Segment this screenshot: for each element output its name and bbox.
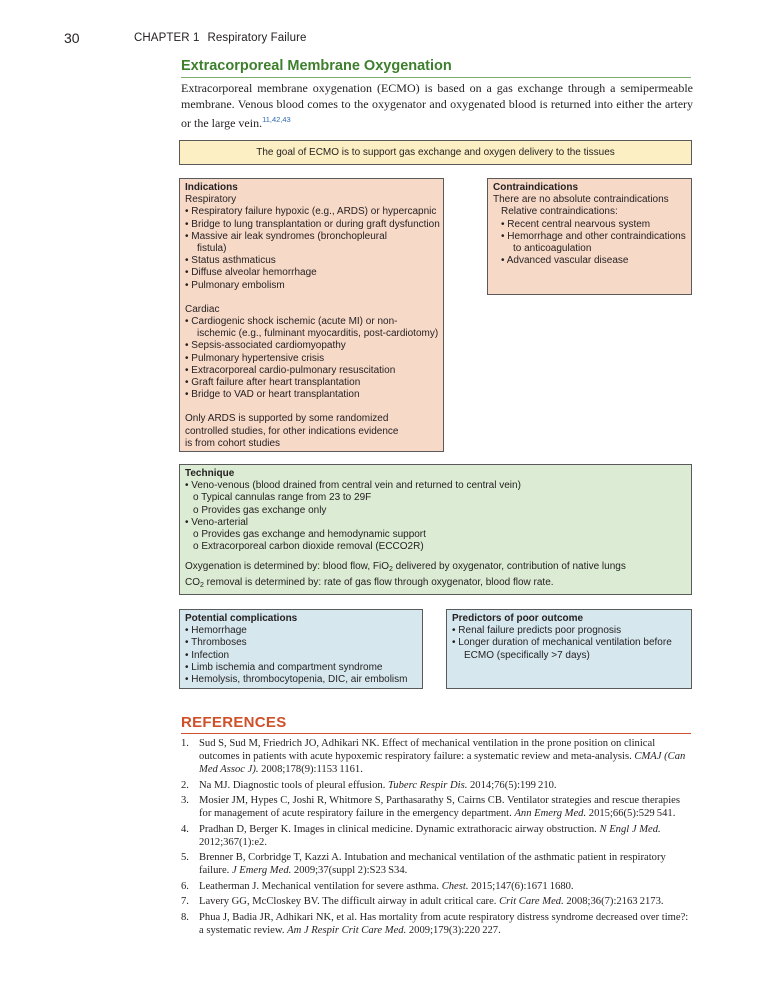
list-item: • Bridge to VAD or heart transplantation [185, 389, 360, 401]
list-item: • Advanced vascular disease [501, 255, 629, 267]
chapter-title: Respiratory Failure [207, 32, 307, 44]
complications-title: Potential complications [185, 613, 298, 624]
references-divider [181, 733, 691, 734]
list-item: • Massive air leak syndromes (bronchopleural [185, 230, 387, 242]
page-number: 30 [64, 30, 80, 46]
reference-item: 8. Phua J, Badia JR, Adhikari NK, et al. Has mortality from acute respiratory distress syndrome decreased over time?: a systematic review. Am J Respir Crit Care Med. 2009;179(3):220 227. [181, 911, 689, 936]
list-item: • Bridge to lung transplantation or during graft dysfunction [185, 218, 440, 230]
reference-item: 7. Lavery GG, McCloskey BV. The difficult airway in adult critical care. Crit Care Med. 2008;36(7):2163 2173. [181, 896, 664, 907]
sub-list-item: o Typical cannulas range from 23 to 29F [193, 492, 372, 504]
list-item: • Longer duration of mechanical ventilation before [452, 637, 672, 649]
reference-item: 1. Sud S, Sud M, Friedrich JO, Adhikari NK. Effect of mechanical ventilation in the prone position on clinical outcomes in patients with acute hypoxemic respiratory failure: a systematic review and meta-analysis. CMAJ (Can Med Assoc J). 2008;178(9):1153 1161. [181, 738, 686, 775]
references-title: REFERENCES [181, 714, 287, 731]
list-item: • Respiratory failure hypoxic (e.g., ARDS) or hypercapnic [185, 206, 437, 218]
list-item: • Pulmonary hypertensive crisis [185, 352, 325, 364]
list-item: • Thromboses [185, 637, 247, 649]
list-item-continuation: fistula) [197, 243, 227, 255]
intro-line: Extracorporeal membrane oxygenation (ECMO) is based on a gas exchange through a semipermeable [181, 81, 693, 95]
list-item: • Diffuse alveolar hemorrhage [185, 267, 317, 279]
list-item: • Graft failure after heart transplantation [185, 377, 361, 389]
evidence-note: is from cohort studies [185, 437, 281, 449]
goal-box: The goal of ECMO is to support gas exchange and oxygen delivery to the tissues [179, 140, 692, 165]
chapter-heading [134, 32, 307, 44]
list-item: • Sepsis-associated cardiomyopathy [185, 340, 346, 352]
list-item-continuation: ischemic (e.g., fulminant myocarditis, post-cardiotomy) [197, 328, 439, 340]
reference-item: 2. Na MJ. Diagnostic tools of pleural effusion. Tuberc Respir Dis. 2014;76(5):199 210. [181, 779, 557, 791]
co2-note: $CO_2$ removal is determined by: rate of gas flow through oxygenator, blood flow rate. [185, 576, 554, 589]
list-item-continuation: to anticoagulation [513, 243, 592, 255]
indications-box [179, 178, 444, 452]
predictors-title: Predictors of poor outcome [452, 613, 584, 624]
list-item: • Hemorrhage [185, 625, 247, 637]
list-item: • Hemolysis, thrombocytopenia, DIC, air embolism [185, 674, 408, 686]
complications-box [179, 609, 423, 689]
indications-title: Indications [185, 182, 238, 193]
intro-line: membrane. Venous blood comes to the oxygenator and oxygenated blood is returned into either the [181, 96, 662, 111]
respiratory-heading: Respiratory [185, 194, 237, 206]
list-item: • Pulmonary embolism [185, 279, 285, 291]
contraindications-box [487, 178, 692, 295]
citation-link[interactable]: 11,42,43 [262, 115, 291, 124]
list-item: • Limb ischemia and compartment syndrome [185, 661, 383, 673]
list-item: • Recent central nearvous system [501, 218, 651, 230]
running-header [0, 30, 774, 50]
reference-item: 6. Leatherman J. Mechanical ventilation for severe asthma. Chest. 2015;147(6):1671 1680. [181, 880, 574, 892]
relative-heading: Relative contraindications: [501, 206, 618, 218]
list-item: • Cardiogenic shock ischemic (acute MI) or non- [185, 316, 398, 328]
list-item: • Extracorporeal cardio-pulmonary resuscitation [185, 364, 396, 376]
list-item-continuation: ECMO (specifically >7 days) [464, 649, 590, 661]
list-item: • Veno-venous (blood drained from central vein and returned to central vein) [185, 480, 521, 492]
cardiac-heading: Cardiac [185, 303, 220, 315]
list-item: • Infection [185, 649, 230, 661]
technique-title: Technique [185, 468, 235, 479]
evidence-note: Only ARDS is supported by some randomized [185, 413, 389, 425]
list-item: • Hemorrhage and other contraindications [501, 230, 686, 242]
reference-item: 4. Pradhan D, Berger K. Images in clinical medicine. Dynamic extrathoracic airway obstruction. N Engl J Med. 2012;367(1):e2. [181, 823, 661, 848]
sub-list-item: o Provides gas exchange and hemodynamic support [193, 529, 426, 541]
sub-list-item: o Extracorporeal carbon dioxide removal (ECCO2R) [193, 541, 424, 553]
reference-item: 5. Brenner B, Corbridge T, Kazzi A. Intubation and mechanical ventilation of the asthmatic patient in respiratory failure. J Emerg Med. 2009;37(suppl 2):S23 S34. [181, 852, 666, 876]
predictors-box [446, 609, 692, 689]
oxygenation-note: Oxygenation is determined by: blood flow, FiO$_2$ delivered by oxygenator, contribution of native lungs [185, 561, 626, 574]
list-item: • Status asthmaticus [185, 255, 276, 267]
sub-list-item: o Provides gas exchange only [193, 504, 327, 516]
contraindications-title: Contraindications [493, 182, 579, 193]
section-divider [181, 77, 691, 78]
intro-line: artery or the large vein. [181, 96, 694, 130]
technique-box [179, 464, 692, 595]
contraindications-note: There are no absolute contraindications [493, 194, 669, 206]
section-title: Extracorporeal Membrane Oxygenation [181, 58, 452, 74]
list-item: • Renal failure predicts poor prognosis [452, 625, 622, 637]
intro-paragraph [181, 81, 693, 132]
list-item: • Veno-arterial [185, 516, 248, 528]
chapter-label: CHAPTER 1 [134, 32, 200, 44]
references-list [181, 737, 693, 939]
evidence-note: controlled studies, for other indications evidence [185, 425, 399, 437]
reference-item: 3. Mosier JM, Hypes C, Joshi R, Whitmore S, Parthasarathy S, Cairns CB. Ventilator strategies and rescue therapies for management of acute respiratory failure in the emergency department. Ann Emerg Med. 2015;66(5):529 541. [181, 795, 680, 819]
